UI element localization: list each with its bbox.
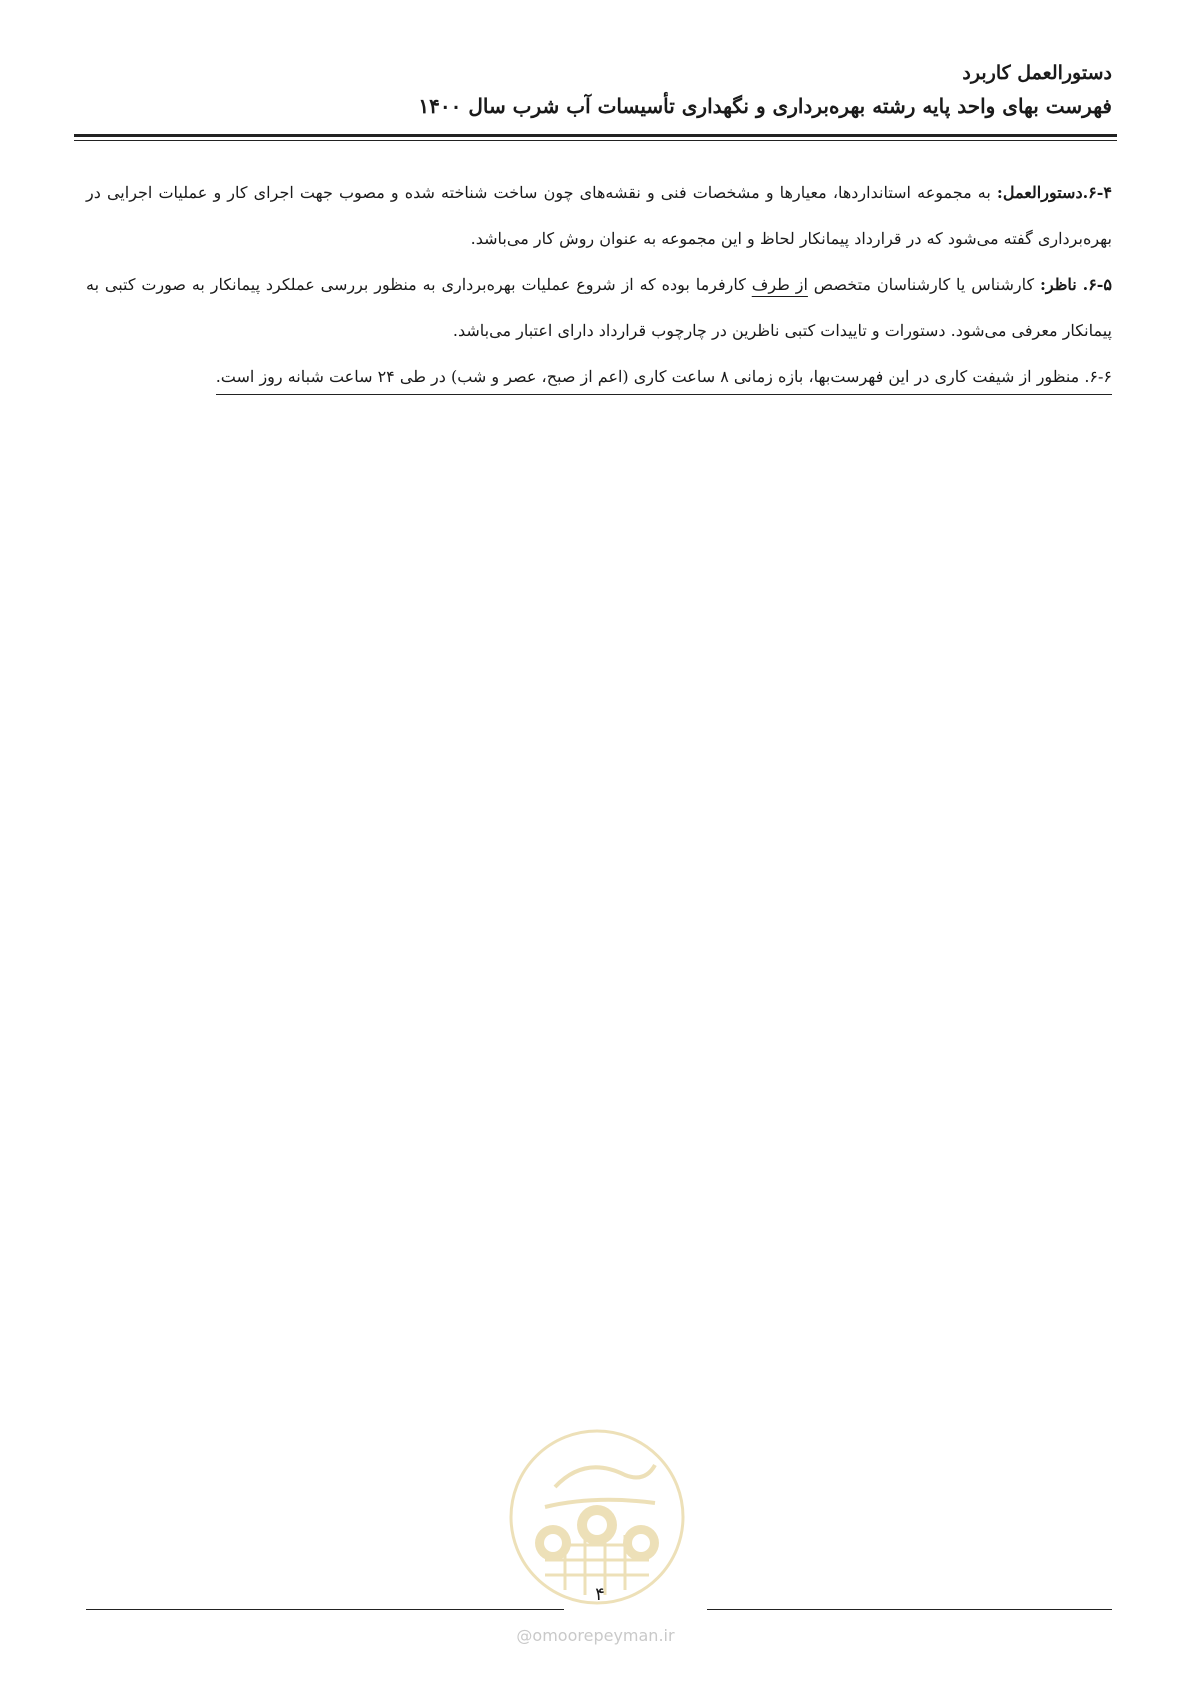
section-underlined-text: از طرف xyxy=(751,275,808,294)
section-6-6-line xyxy=(216,360,1112,395)
watermark-logo xyxy=(505,1425,689,1609)
section-term: دستورالعمل: xyxy=(996,183,1083,202)
section-text: منظور از شیفت کاری در این فهرست‌بها، بازه زمانی ۸ ساعت کاری (اعم از صبح، عصر و شب) در طی ۲۴ ساعت شبانه روز است. xyxy=(215,367,1085,386)
watermark-url: @omoorepeyman.ir xyxy=(516,1626,675,1645)
header-rule-thick xyxy=(74,134,1117,137)
footer-rule-right xyxy=(707,1609,1112,1610)
footer-rule-left xyxy=(86,1609,564,1610)
header-rule-thin xyxy=(74,140,1117,141)
section-text-before: کارشناس یا کارشناسان متخصص xyxy=(807,275,1040,294)
section-text-after: کارفرما بوده که از شروع عملیات بهره‌برداری به منظور بررسی عملکرد پیمانکار به صورت کتبی به پیمانکار معرفی می‌شود. دستورات و تاییدات کتبی ناظرین در چارچوب قرارداد دارای اعتبار می‌باشد. xyxy=(86,275,1112,340)
document-title: دستورالعمل کاربرد xyxy=(962,62,1112,84)
page-header xyxy=(74,58,1112,124)
section-number: ۶-۴. xyxy=(1082,183,1112,202)
section-6-6 xyxy=(86,354,1112,400)
section-number: ۶-۶. xyxy=(1084,367,1112,386)
section-term: ناظر: xyxy=(1039,275,1077,294)
page-number: ۴ xyxy=(595,1584,605,1605)
section-6-4 xyxy=(86,170,1112,262)
section-number: ۶-۵. xyxy=(1082,275,1113,294)
section-text: به مجموعه استانداردها، معیارها و مشخصات فنی و نقشه‌های چون ساخت شناخته شده و مصوب جهت اجرای کار و عملیات اجرایی در بهره‌برداری گفته می‌شود که در قرارداد پیمانکار لحاظ و این مجموعه به عنوان روش کار می‌باشد. xyxy=(86,183,1112,248)
document-subtitle: فهرست بهای واحد پایه رشته بهره‌برداری و نگهداری تأسیسات آب شرب سال ۱۴۰۰ xyxy=(418,94,1112,118)
section-6-5 xyxy=(86,262,1112,354)
document-body xyxy=(86,170,1112,400)
